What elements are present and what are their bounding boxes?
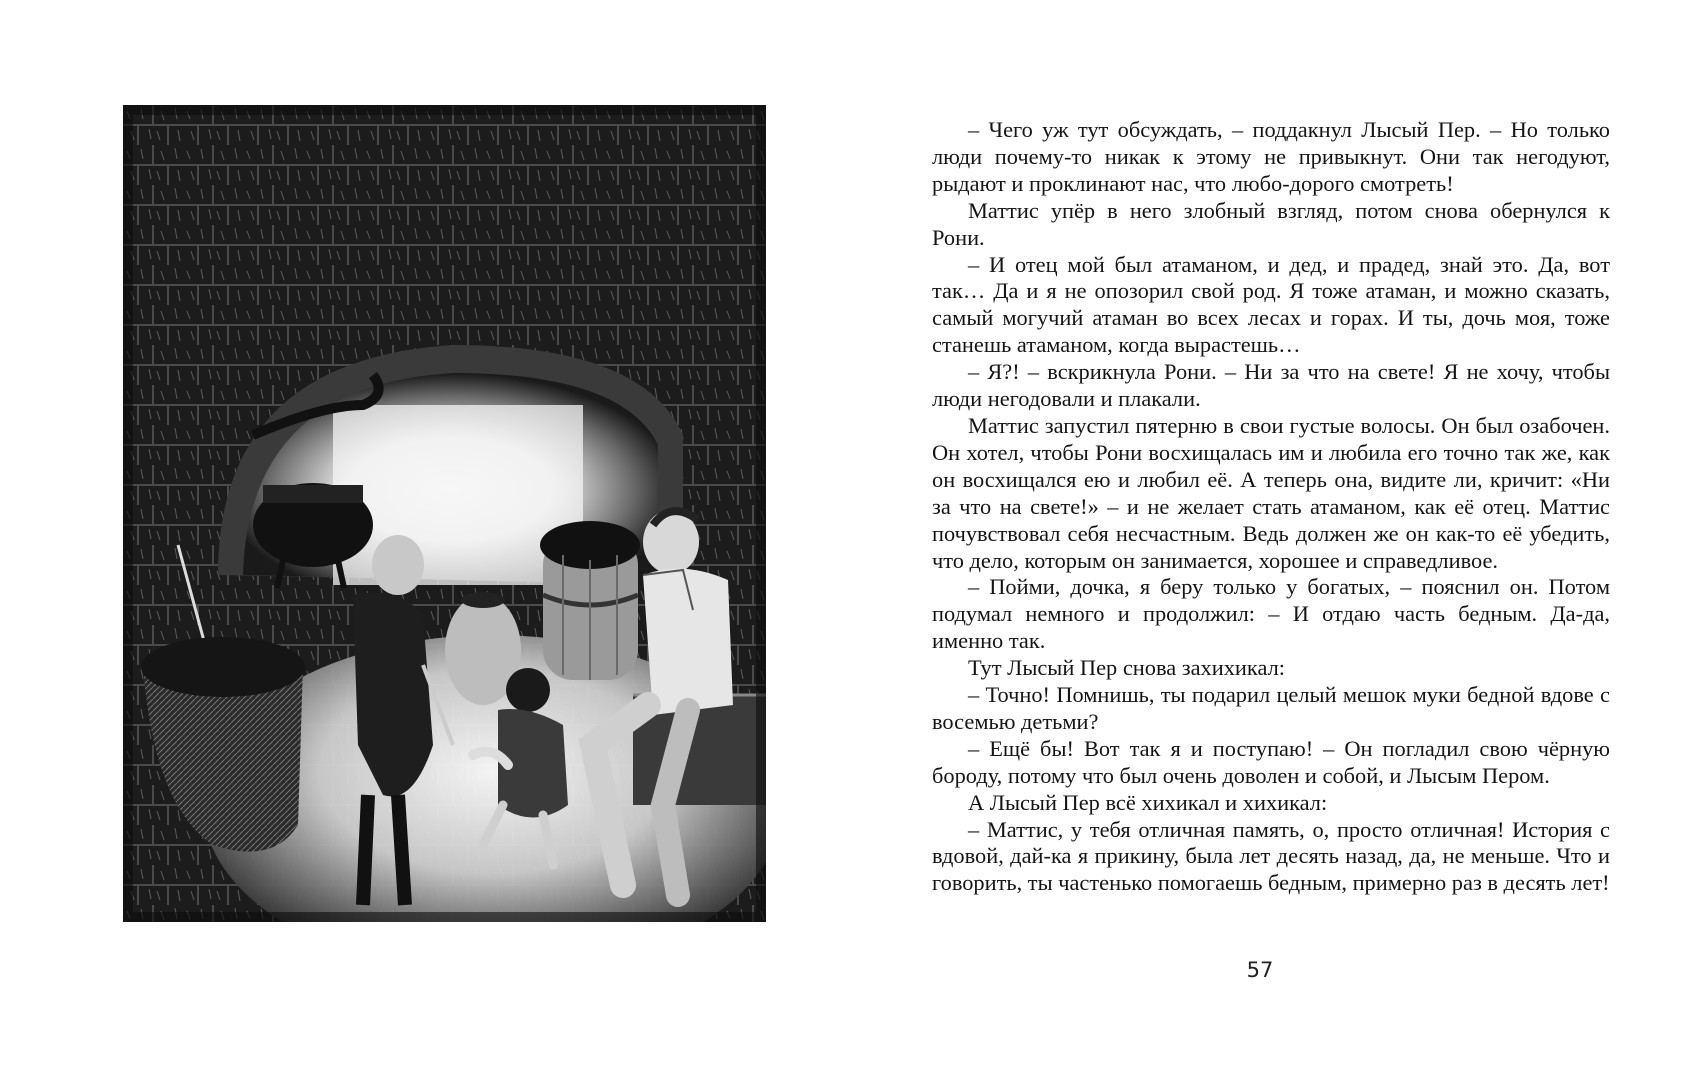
page-text — [932, 117, 1610, 897]
paragraph: – Точно! Помнишь, ты подарил целый мешок муки бедной вдове с восемью детьми? — [932, 682, 1610, 734]
cellar-scene-drawing — [123, 105, 766, 922]
page-number: 57 — [1246, 958, 1274, 982]
illustration — [123, 105, 766, 922]
paragraph: – И отец мой был атаманом, и дед, и прадед, знай это. Да, вот так… Да и я не опозорил свой род. Я тоже атаман, и можно сказать, самый могучий атаман во всех лесах и горах. И ты, дочь моя, тоже станешь атаманом, когда вырастешь… — [932, 251, 1610, 358]
paragraph: – Маттис, у тебя отличная память, о, просто отличная! История с вдовой, дай-ка я прикину, была лет десять назад, да, не меньше. Что и говорить, ты частенько помогаешь бедным, примерно раз в десять лет! — [932, 816, 1610, 896]
paragraph: Тут Лысый Пер снова захихикал: — [968, 655, 1285, 681]
paragraph: – Ещё бы! Вот так я и поступаю! – Он погладил свою чёрную бороду, потому что был очень доволен и собой, и Лысым Пером. — [932, 735, 1610, 788]
paragraph: – Чего уж тут обсуждать, – поддакнул Лысый Пер. – Но только люди почему-то никак к этому не привыкнут. Они так негодуют, рыдают и проклинают нас, что любо-дорого смотреть! — [932, 117, 1610, 196]
paragraph: Маттис упёр в него злобный взгляд, потом снова обернулся к Рони. — [932, 197, 1610, 250]
paragraph: – Пойми, дочка, я беру только у богатых, – пояснил он. Потом подумал немного и продолжил: – И отдаю часть бедным. Да-да, именно так. — [932, 574, 1610, 654]
paragraph: А Лысый Пер всё хихикал и хихикал: — [968, 789, 1328, 815]
paragraph: Маттис запустил пятерню в свои густые волосы. Он был озабочен. Он хотел, чтобы Рони восхищалась им и любила его точно так же, как он восхищался ею и любил её. А теперь она, видите ли, кричит: «Ни за что на свете!» – и не желает стать атаманом, как её отец. Маттис почувствовал себя несчастным. Ведь должен же он как-то её убедить, что дело, которым он занимается, хорошее и справедливое. — [932, 412, 1610, 573]
paragraph: – Я?! – вскрикнула Рони. – Ни за что на свете! Я не хочу, чтобы люди негодовали и плакали. — [932, 359, 1610, 412]
